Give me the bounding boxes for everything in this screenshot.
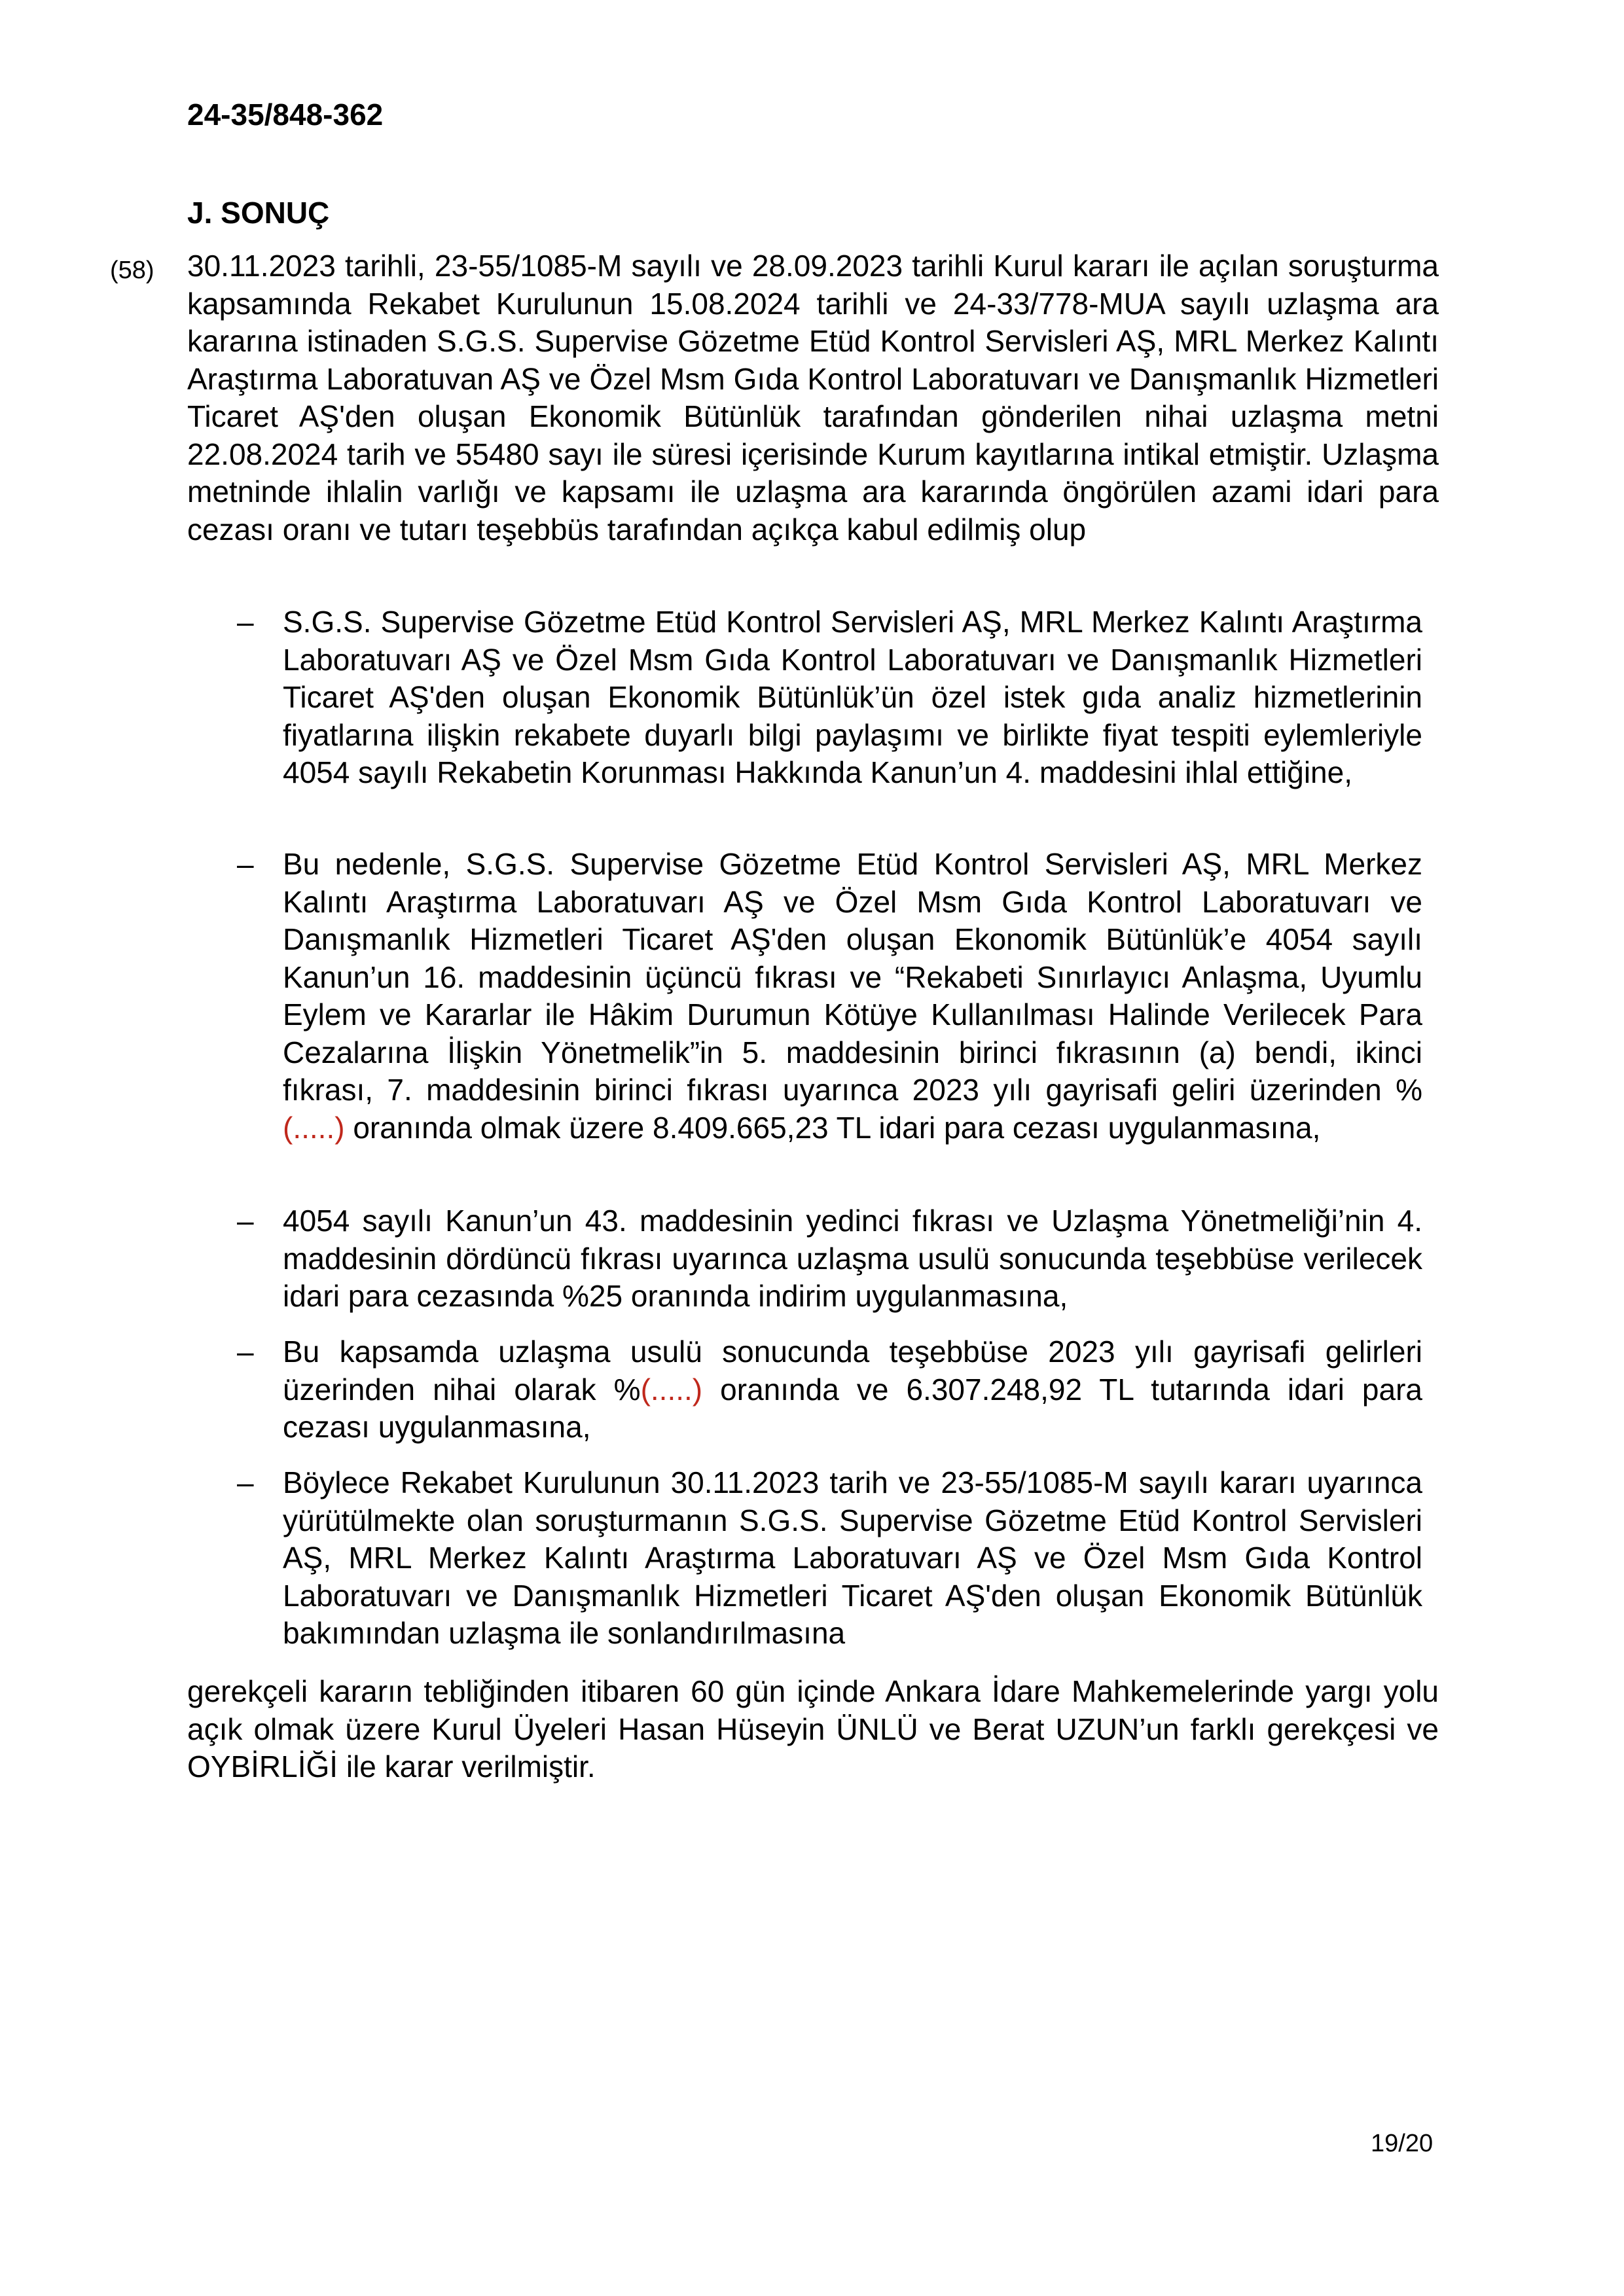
list-item-text: Böylece Rekabet Kurulunun 30.11.2023 tarih ve 23-55/1085-M sayılı kararı uyarınca yürütülmekte olan soruşturmanın S.G.S. Supervise Gözetme Etüd Kontrol Servisleri AŞ, MRL Merkez Kalıntı Araştırma Laboratuvarı AŞ ve Özel Msm Gıda Kontrol Laboratuvarı ve Danışmanlık Hizmetleri Ticaret AŞ'den oluşan Ekonomik Bütünlük bakımından uzlaşma ile sonlandırılmasına [283, 1465, 1422, 1650]
list-item [187, 1464, 1422, 1650]
decision-list [187, 603, 1439, 1650]
list-item-text-continued: oranında olmak üzere 8.409.665,23 TL idari para cezası uygulanmasına, [344, 1110, 1321, 1145]
list-item-text-continued: oranında ve 6.307.248,92 TL tutarında idari para cezası uygulanmasına, [283, 1372, 1422, 1444]
list-item [187, 1202, 1422, 1333]
redacted-rate: (.....) [640, 1372, 703, 1407]
dash-bullet: – [237, 1335, 254, 1369]
dash-bullet: – [237, 605, 254, 639]
dash-bullet: – [237, 1465, 254, 1499]
list-item-text: Bu nedenle, S.G.S. Supervise Gözetme Etüd Kontrol Servisleri AŞ, MRL Merkez Kalıntı Araştırma Laboratuvarı AŞ ve Özel Msm Gıda Kontrol Laboratuvarı ve Danışmanlık Hizmetleri Ticaret AŞ'den oluşan Ekonomik Bütünlük’e 4054 sayılı Kanun’un 16. maddesinin üçüncü fıkrası ve “Rekabeti Sınırlayıcı Anlaşma, Uyumlu Eylem ve Kararlar ile Hâkim Durumun Kötüye Kullanılması Halinde Verilecek Para Cezalarına İlişkin Yönetmelik”in 5. maddesinin birinci fıkrasının (a) bendi, ikinci fıkrası, 7. maddesinin birinci fıkrası uyarınca 2023 yılı gayrisafi geliri üzerinden % [283, 847, 1422, 1107]
dash-bullet: – [237, 847, 254, 881]
dash-bullet: – [237, 1204, 254, 1238]
list-item [187, 846, 1422, 1202]
list-item-text: Bu kapsamda uzlaşma usulü sonucunda teşebbüse 2023 yılı gayrisafi gelirleri üzerinden nihai olarak % [283, 1335, 1422, 1407]
section-title: J. SONUÇ [187, 196, 330, 230]
list-item [187, 1333, 1422, 1464]
list-item [187, 603, 1422, 846]
redacted-rate: (.....) [283, 1110, 345, 1145]
list-item-text: S.G.S. Supervise Gözetme Etüd Kontrol Servisleri AŞ, MRL Merkez Kalıntı Araştırma Laboratuvarı AŞ ve Özel Msm Gıda Kontrol Laboratuvarı ve Danışmanlık Hizmetleri Ticaret AŞ'den oluşan Ekonomik Bütünlük’ün özel istek gıda analiz hizmetlerinin fiyatlarına ilişkin rekabete duyarlı bilgi paylaşımı ve birlikte fiyat tespiti eylemleriyle 4054 sayılı Rekabetin Korunması Hakkında Kanun’un 4. maddesini ihlal ettiğine, [283, 605, 1422, 789]
closing-paragraph: gerekçeli kararın tebliğinden itibaren 60 gün içinde Ankara İdare Mahkemelerinde yargı yolu açık olmak üzere Kurul Üyeleri Hasan Hüseyin ÜNLÜ ve Berat UZUN’un farklı gerekçesi ve OYBİRLİĞİ ile karar verilmiştir. [187, 1674, 1439, 1784]
main-paragraph: 30.11.2023 tarihli, 23-55/1085-M sayılı ve 28.09.2023 tarihli Kurul kararı ile açılan soruşturma kapsamında Rekabet Kurulunun 15.08.2024 tarihli ve 24-33/778-MUA sayılı uzlaşma ara kararına istinaden S.G.S. Supervise Gözetme Etüd Kontrol Servisleri AŞ, MRL Merkez Kalıntı Araştırma Laboratuvan AŞ ve Özel Msm Gıda Kontrol Laboratuvarı ve Danışmanlık Hizmetleri Ticaret AŞ'den oluşan Ekonomik Bütünlük tarafından gönderilen nihai uzlaşma metni 22.08.2024 tarih ve 55480 sayı ile süresi içerisinde Kurum kayıtlarına intikal etmiştir. Uzlaşma metninde ihlalin varlığı ve kapsamı ile uzlaşma ara kararında öngörülen azami idari para cezası oranı ve tutarı teşebbüs tarafından açıkça kabul edilmiş olup [187, 249, 1439, 547]
list-item-text: 4054 sayılı Kanun’un 43. maddesinin yedinci fıkrası ve Uzlaşma Yönetmeliği’nin 4. maddesinin dördüncü fıkrası uyarınca uzlaşma usulü sonucunda teşebbüse verilecek idari para cezasında %25 oranında indirim uygulanmasına, [283, 1204, 1422, 1313]
paragraph-number: (58) [110, 257, 154, 284]
page-number: 19/20 [1371, 2130, 1434, 2157]
document-number: 24-35/848-362 [187, 98, 384, 132]
